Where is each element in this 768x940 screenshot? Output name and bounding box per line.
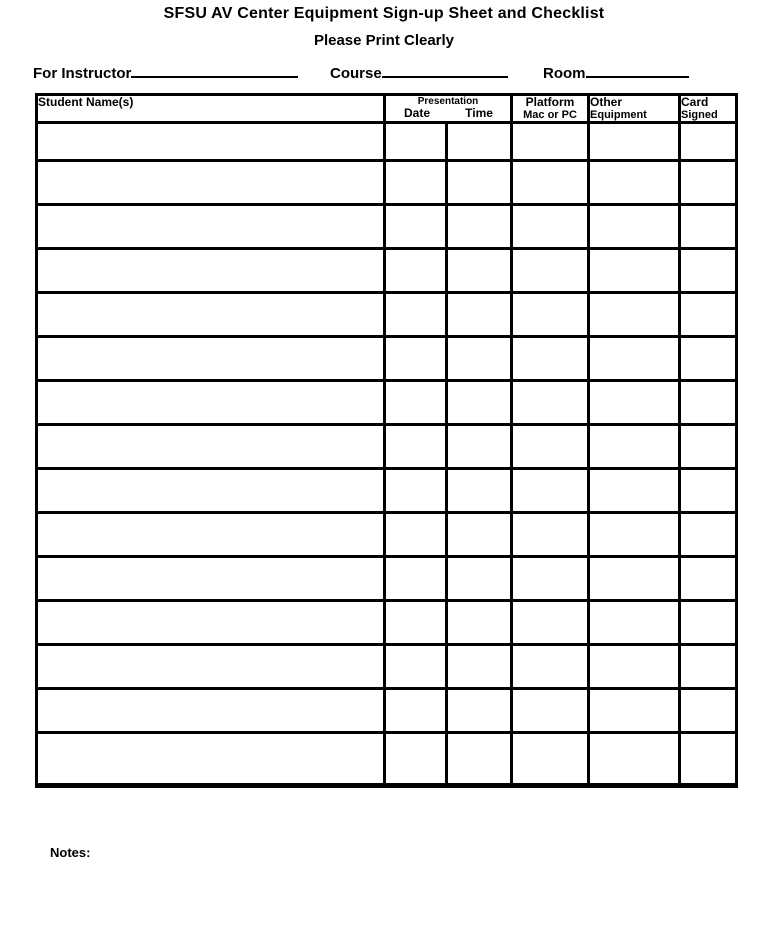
signup-row (37, 205, 737, 249)
cell-student-name[interactable] (37, 557, 385, 601)
cell-presentation-time[interactable] (447, 425, 512, 469)
signup-row (37, 425, 737, 469)
signup-table-header (37, 95, 737, 123)
cell-platform[interactable] (512, 513, 589, 557)
course-field-group (330, 61, 508, 82)
room-input-line[interactable] (586, 61, 689, 78)
signup-row (37, 645, 737, 689)
signup-row (37, 337, 737, 381)
cell-card-signed[interactable] (680, 337, 737, 381)
instructor-input-line[interactable] (131, 61, 298, 78)
cell-card-signed[interactable] (680, 293, 737, 337)
platform-label: Platform (525, 95, 575, 109)
cell-card-signed[interactable] (680, 123, 737, 161)
room-field-group (543, 61, 689, 82)
card-sublabel: Signed (681, 109, 718, 122)
cell-presentation-date[interactable] (385, 337, 447, 381)
cell-other-equipment[interactable] (589, 161, 680, 205)
room-label: Room (543, 65, 586, 82)
cell-presentation-time[interactable] (447, 249, 512, 293)
signup-table-body (37, 123, 737, 786)
signup-row (37, 161, 737, 205)
cell-card-signed[interactable] (680, 205, 737, 249)
cell-other-equipment[interactable] (589, 381, 680, 425)
card-label: Card (681, 95, 709, 109)
cell-presentation-time[interactable] (447, 381, 512, 425)
cell-other-equipment[interactable] (589, 249, 680, 293)
cell-student-name[interactable] (37, 425, 385, 469)
cell-presentation-date[interactable] (385, 733, 447, 786)
cell-card-signed[interactable] (680, 425, 737, 469)
cell-student-name[interactable] (37, 337, 385, 381)
cell-presentation-date[interactable] (385, 689, 447, 733)
page-subtitle: Please Print Clearly (313, 32, 455, 49)
cell-presentation-date[interactable] (385, 293, 447, 337)
presentation-label: Presentation (417, 96, 479, 107)
cell-platform[interactable] (512, 733, 589, 786)
cell-presentation-date[interactable] (385, 645, 447, 689)
cell-platform[interactable] (512, 123, 589, 161)
platform-sublabel: Mac or PC (523, 109, 577, 122)
cell-presentation-time[interactable] (447, 205, 512, 249)
signup-row (37, 123, 737, 161)
cell-other-equipment[interactable] (589, 645, 680, 689)
cell-platform[interactable] (512, 689, 589, 733)
cell-platform[interactable] (512, 645, 589, 689)
cell-other-equipment[interactable] (589, 601, 680, 645)
signup-row (37, 513, 737, 557)
course-input-line[interactable] (382, 61, 508, 78)
cell-presentation-date[interactable] (385, 123, 447, 161)
cell-platform[interactable] (512, 249, 589, 293)
cell-other-equipment[interactable] (589, 469, 680, 513)
cell-other-equipment[interactable] (589, 205, 680, 249)
cell-presentation-date[interactable] (385, 601, 447, 645)
cell-card-signed[interactable] (680, 161, 737, 205)
cell-presentation-time[interactable] (447, 337, 512, 381)
cell-presentation-time[interactable] (447, 557, 512, 601)
instructor-field-group (33, 61, 298, 82)
other-sublabel: Equipment (590, 109, 647, 122)
cell-card-signed[interactable] (680, 469, 737, 513)
cell-student-name[interactable] (37, 123, 385, 161)
cell-card-signed[interactable] (680, 601, 737, 645)
cell-card-signed[interactable] (680, 249, 737, 293)
signup-row (37, 733, 737, 786)
cell-student-name[interactable] (37, 469, 385, 513)
col-header-platform (512, 95, 589, 123)
cell-presentation-date[interactable] (385, 161, 447, 205)
cell-card-signed[interactable] (680, 733, 737, 786)
signup-row (37, 689, 737, 733)
header-row (37, 95, 737, 123)
col-header-presentation (385, 95, 512, 123)
cell-platform[interactable] (512, 205, 589, 249)
student-names-label: Student Name(s) (38, 95, 134, 109)
cell-presentation-time[interactable] (447, 293, 512, 337)
cell-student-name[interactable] (37, 733, 385, 786)
cell-presentation-time[interactable] (447, 161, 512, 205)
cell-platform[interactable] (512, 557, 589, 601)
instructor-label: For Instructor (33, 65, 132, 82)
cell-presentation-time[interactable] (447, 513, 512, 557)
cell-other-equipment[interactable] (589, 513, 680, 557)
cell-card-signed[interactable] (680, 381, 737, 425)
signup-row (37, 469, 737, 513)
col-header-other-equipment (589, 95, 680, 123)
cell-presentation-time[interactable] (447, 469, 512, 513)
cell-platform[interactable] (512, 161, 589, 205)
cell-presentation-time[interactable] (447, 123, 512, 161)
signup-row (37, 601, 737, 645)
cell-platform[interactable] (512, 601, 589, 645)
date-subheader: Date (404, 106, 431, 120)
time-subheader: Time (465, 106, 493, 120)
cell-platform[interactable] (512, 469, 589, 513)
cell-card-signed[interactable] (680, 645, 737, 689)
cell-other-equipment[interactable] (589, 733, 680, 786)
cell-presentation-date[interactable] (385, 249, 447, 293)
cell-card-signed[interactable] (680, 689, 737, 733)
presentation-subheaders (386, 107, 510, 120)
signup-row (37, 381, 737, 425)
col-header-card-signed (680, 95, 737, 123)
cell-student-name[interactable] (37, 645, 385, 689)
cell-other-equipment[interactable] (589, 337, 680, 381)
cell-student-name[interactable] (37, 689, 385, 733)
signup-row (37, 557, 737, 601)
signup-row (37, 249, 737, 293)
cell-other-equipment[interactable] (589, 293, 680, 337)
page-title: SFSU AV Center Equipment Sign-up Sheet and Checklist (163, 5, 605, 22)
cell-presentation-date[interactable] (385, 381, 447, 425)
cell-presentation-date[interactable] (385, 557, 447, 601)
cell-presentation-time[interactable] (447, 689, 512, 733)
cell-student-name[interactable] (37, 381, 385, 425)
cell-presentation-date[interactable] (385, 205, 447, 249)
cell-student-name[interactable] (37, 513, 385, 557)
cell-student-name[interactable] (37, 205, 385, 249)
other-label: Other (590, 95, 623, 109)
cell-student-name[interactable] (37, 161, 385, 205)
cell-student-name[interactable] (37, 293, 385, 337)
cell-platform[interactable] (512, 337, 589, 381)
cell-presentation-time[interactable] (447, 601, 512, 645)
notes-label: Notes: (50, 845, 91, 860)
cell-other-equipment[interactable] (589, 557, 680, 601)
cell-platform[interactable] (512, 293, 589, 337)
cell-student-name[interactable] (37, 601, 385, 645)
signup-row (37, 293, 737, 337)
cell-other-equipment[interactable] (589, 689, 680, 733)
cell-presentation-time[interactable] (447, 733, 512, 786)
cell-platform[interactable] (512, 381, 589, 425)
cell-card-signed[interactable] (680, 557, 737, 601)
cell-other-equipment[interactable] (589, 425, 680, 469)
cell-presentation-date[interactable] (385, 425, 447, 469)
cell-student-name[interactable] (37, 249, 385, 293)
cell-presentation-date[interactable] (385, 513, 447, 557)
cell-card-signed[interactable] (680, 513, 737, 557)
cell-platform[interactable] (512, 425, 589, 469)
cell-presentation-time[interactable] (447, 645, 512, 689)
col-header-student-names (37, 95, 385, 123)
course-label: Course (330, 65, 382, 82)
signup-table (35, 93, 738, 788)
cell-other-equipment[interactable] (589, 123, 680, 161)
cell-presentation-date[interactable] (385, 469, 447, 513)
